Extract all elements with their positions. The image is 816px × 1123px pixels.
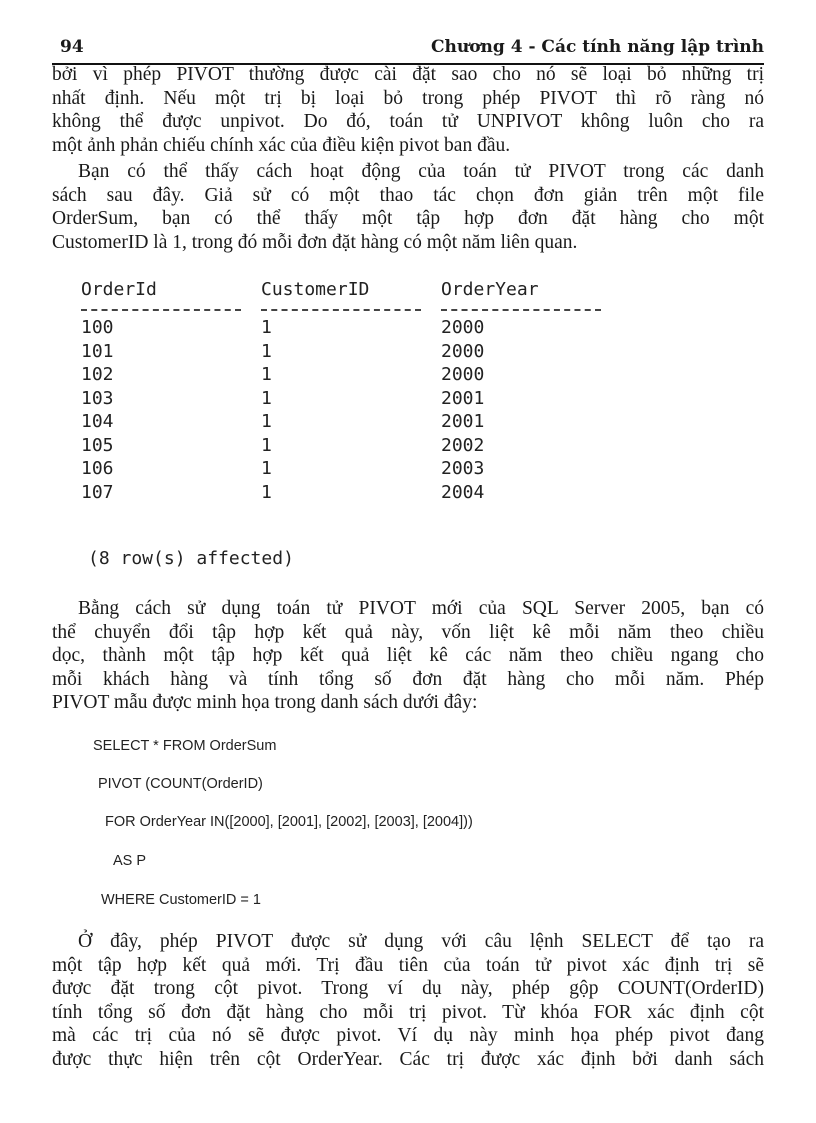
text-line: được đặt trong cột pivot. Trong ví dụ này, phép gộp COUNT(OrderID) bbox=[52, 978, 764, 999]
column-header: OrderYear bbox=[441, 279, 539, 300]
table-header-row bbox=[81, 274, 641, 306]
text-line: PIVOT mẫu được minh họa trong danh sách dưới đây: bbox=[52, 692, 478, 713]
table-cell: 1 bbox=[261, 364, 272, 385]
column-header: CustomerID bbox=[261, 279, 370, 300]
text-line: CustomerID là 1, trong đó mỗi đơn đặt hàng có một năm liên quan. bbox=[52, 231, 578, 253]
table-row bbox=[81, 410, 641, 434]
text-line: không thể được unpivot. Do đó, toán tử UNPIVOT không luôn cho ra bbox=[52, 111, 764, 132]
table-cell: 106 bbox=[81, 458, 114, 479]
paragraph-4 bbox=[52, 930, 764, 1071]
text-line: mà các trị của nó sẽ được pivot. Ví dụ này minh họa phép pivot đang bbox=[52, 1025, 764, 1046]
table-cell: 100 bbox=[81, 317, 114, 338]
table-cell: 101 bbox=[81, 340, 114, 362]
table-row bbox=[81, 340, 641, 364]
table-cell: 1 bbox=[261, 317, 272, 338]
result-table bbox=[81, 274, 641, 504]
text-line: thể chuyển đổi tập hợp kết quả này, vốn liệt kê mỗi năm theo chiều bbox=[52, 621, 764, 643]
text-line: bởi vì phép PIVOT thường được cài đặt sao cho nó sẽ loại bỏ những trị bbox=[52, 64, 764, 85]
table-cell: 2003 bbox=[441, 458, 485, 479]
paragraph-2 bbox=[52, 160, 764, 254]
table-cell: 2000 bbox=[441, 340, 485, 362]
code-line: SELECT * FROM OrderSum bbox=[93, 738, 277, 754]
text-line: một tập hợp kết quả mới. Trị đầu tiên của toán tử pivot xác định trị sẽ bbox=[52, 954, 764, 976]
table-row bbox=[81, 363, 641, 387]
page-header bbox=[52, 33, 764, 65]
table-cell: 2000 bbox=[441, 364, 485, 385]
table-cell: 1 bbox=[261, 340, 272, 362]
text-line: Ở đây, phép PIVOT được sử dụng với câu lệnh SELECT để tạo ra bbox=[78, 931, 764, 952]
table-cell: 104 bbox=[81, 411, 114, 432]
text-line: sách sau đây. Giả sử có một thao tác chọn đơn giản trên một file bbox=[52, 184, 764, 206]
table-cell: 2001 bbox=[441, 387, 485, 409]
table-cell: 2001 bbox=[441, 411, 485, 432]
table-cell: 107 bbox=[81, 481, 114, 503]
table-cell: 1 bbox=[261, 458, 272, 479]
table-row bbox=[81, 457, 641, 481]
table-cell: 2002 bbox=[441, 434, 485, 456]
text-line: nhất định. Nếu một trị bị loại bỏ trong phép PIVOT thì rõ ràng nó bbox=[52, 87, 764, 109]
paragraph-1 bbox=[52, 63, 764, 157]
table-cell: 1 bbox=[261, 481, 272, 503]
rows-affected-text: (8 row(s) affected) bbox=[88, 548, 294, 569]
table-row bbox=[81, 481, 641, 505]
table-cell: 2004 bbox=[441, 481, 485, 503]
table-cell: 1 bbox=[261, 387, 272, 409]
table-row bbox=[81, 434, 641, 458]
code-line: PIVOT (COUNT(OrderID) bbox=[98, 776, 263, 792]
text-line: mỗi khách hàng và tính tổng số đơn đặt hàng cho mỗi năm. Phép bbox=[52, 668, 764, 690]
chapter-title: Chương 4 - Các tính năng lập trình bbox=[430, 37, 764, 57]
column-header: OrderId bbox=[81, 279, 157, 300]
code-line: AS P bbox=[113, 853, 147, 869]
table-row bbox=[81, 387, 641, 411]
paragraph-3 bbox=[52, 597, 764, 715]
table-cell: 102 bbox=[81, 364, 114, 385]
code-line: WHERE CustomerID = 1 bbox=[101, 892, 261, 908]
text-line: tính tổng số đơn đặt hàng cho mỗi trị pivot. Từ khóa FOR xác định cột bbox=[52, 1001, 764, 1023]
text-line: dọc, thành một tập hợp kết quả liệt kê các năm theo chiều ngang cho bbox=[52, 645, 764, 666]
text-line: Bằng cách sử dụng toán tử PIVOT mới của SQL Server 2005, bạn có bbox=[78, 598, 764, 619]
table-cell: 105 bbox=[81, 434, 114, 456]
text-line: Bạn có thể thấy cách hoạt động của toán tử PIVOT trong các danh bbox=[78, 161, 764, 182]
table-cell: 1 bbox=[261, 434, 272, 456]
text-line: được thực hiện trên cột OrderYear. Các trị được xác định bởi danh sách bbox=[52, 1048, 764, 1070]
page-number: 94 bbox=[60, 37, 84, 57]
table-row bbox=[81, 316, 641, 340]
table-cell: 2000 bbox=[441, 317, 485, 338]
table-cell: 103 bbox=[81, 387, 114, 409]
text-line: một ảnh phản chiếu chính xác của điều kiện pivot ban đầu. bbox=[52, 134, 511, 156]
table-cell: 1 bbox=[261, 411, 272, 432]
text-line: OrderSum, bạn có thể thấy một tập hợp đơn đặt hàng cho một bbox=[52, 208, 764, 229]
header-separator bbox=[81, 306, 641, 316]
code-line: FOR OrderYear IN([2000], [2001], [2002], [2003], [2004])) bbox=[105, 814, 473, 830]
